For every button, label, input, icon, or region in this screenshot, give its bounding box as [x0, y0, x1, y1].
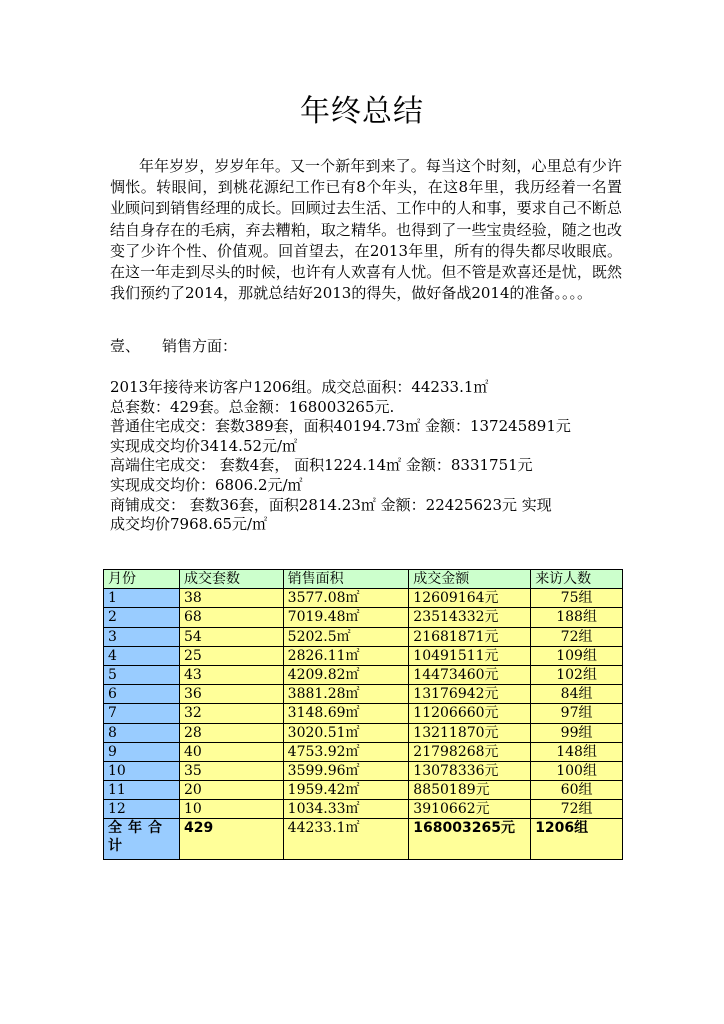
header-visitors: 来访人数: [531, 570, 623, 589]
sales-summary: [110, 378, 624, 535]
cell-units: 36: [179, 685, 283, 704]
cell-units: 32: [179, 704, 283, 723]
summary-line: 成交均价7968.65元/㎡: [110, 515, 268, 534]
cell-amount: 13211870元: [409, 723, 531, 742]
cell-visitors: 72组: [531, 627, 623, 646]
cell-area: 3599.96㎡: [283, 761, 409, 780]
cell-units: 35: [179, 761, 283, 780]
cell-month: 1: [104, 589, 180, 608]
total-units: 429: [179, 819, 283, 860]
cell-month: 2: [104, 608, 180, 627]
table-row: [104, 589, 623, 608]
section-number: 壹、: [110, 337, 141, 355]
cell-units: 38: [179, 589, 283, 608]
cell-units: 25: [179, 646, 283, 665]
cell-visitors: 60组: [531, 781, 623, 800]
cell-amount: 14473460元: [409, 665, 531, 684]
cell-amount: 23514332元: [409, 608, 531, 627]
cell-visitors: 72组: [531, 800, 623, 819]
cell-area: 3577.08㎡: [283, 589, 409, 608]
cell-area: 1959.42㎡: [283, 781, 409, 800]
table-row: [104, 742, 623, 761]
cell-visitors: 148组: [531, 742, 623, 761]
cell-amount: 3910662元: [409, 800, 531, 819]
cell-month: 6: [104, 685, 180, 704]
cell-area: 7019.48㎡: [283, 608, 409, 627]
table-row: [104, 704, 623, 723]
cell-amount: 12609164元: [409, 589, 531, 608]
total-label-text: 全年合计: [108, 820, 168, 855]
section-label: 销售方面：: [162, 337, 238, 355]
cell-units: 43: [179, 665, 283, 684]
summary-line: 实现成交均价：6806.2元/㎡: [110, 475, 303, 494]
total-visitors: 1206组: [531, 819, 623, 860]
table-header-row: [104, 570, 623, 589]
cell-month: 11: [104, 781, 180, 800]
cell-area: 3881.28㎡: [283, 685, 409, 704]
table-row: [104, 800, 623, 819]
document-title: 年终总结: [300, 94, 424, 129]
total-label: [104, 819, 180, 860]
cell-units: 28: [179, 723, 283, 742]
total-area: 44233.1㎡: [283, 819, 409, 860]
cell-visitors: 188组: [531, 608, 623, 627]
summary-line: 商铺成交： 套数36套，面积2814.23㎡ 金额：22425623元 实现: [110, 495, 552, 514]
cell-area: 4209.82㎡: [283, 665, 409, 684]
cell-visitors: 75组: [531, 589, 623, 608]
cell-month: 4: [104, 646, 180, 665]
summary-line: 总套数：429套。总金额：168003265元.: [110, 397, 395, 416]
cell-month: 10: [104, 761, 180, 780]
table-row: [104, 781, 623, 800]
cell-area: 2826.11㎡: [283, 646, 409, 665]
cell-month: 3: [104, 627, 180, 646]
cell-amount: 21681871元: [409, 627, 531, 646]
cell-amount: 8850189元: [409, 781, 531, 800]
cell-amount: 13176942元: [409, 685, 531, 704]
cell-units: 54: [179, 627, 283, 646]
cell-visitors: 109组: [531, 646, 623, 665]
table-row: [104, 761, 623, 780]
cell-amount: 10491511元: [409, 646, 531, 665]
cell-units: 40: [179, 742, 283, 761]
table-row: [104, 665, 623, 684]
cell-units: 10: [179, 800, 283, 819]
monthly-sales-table: [103, 569, 623, 860]
intro-paragraph: 年年岁岁，岁岁年年。又一个新年到来了。每当这个时刻，心里总有少许惆怅。转眼间，到桃花源纪工作已有8个年头，在这8年里，我历经着一名置业顾问到销售经理的成长。回顾过去生活、工作中的人和事，要求自己不断总结自身存在的毛病，弃去糟粕，取之精华。也得到了一些宝贵经验，随之也改变了少许个性、价值观。回首望去，在2013年里，所有的得失都尽收眼底。在这一年走到尽头的时候，也许有人欢喜有人忧。但不管是欢喜还是忧，既然我们预约了2014，那就总结好2013的得失，做好备战2014的准备。。。。: [110, 157, 622, 303]
total-amount: 168003265元: [409, 819, 531, 860]
summary-line: 普通住宅成交：套数389套，面积40194.73㎡ 金额：137245891元: [110, 417, 571, 436]
cell-amount: 11206660元: [409, 704, 531, 723]
cell-month: 12: [104, 800, 180, 819]
summary-line: 实现成交均价3414.52元/㎡: [110, 436, 298, 455]
cell-area: 3148.69㎡: [283, 704, 409, 723]
cell-month: 5: [104, 665, 180, 684]
table-total-row: [104, 819, 623, 860]
cell-units: 68: [179, 608, 283, 627]
table-row: [104, 627, 623, 646]
cell-units: 20: [179, 781, 283, 800]
cell-month: 8: [104, 723, 180, 742]
table-row: [104, 723, 623, 742]
cell-area: 4753.92㎡: [283, 742, 409, 761]
cell-area: 1034.33㎡: [283, 800, 409, 819]
cell-area: 5202.5㎡: [283, 627, 409, 646]
cell-visitors: 97组: [531, 704, 623, 723]
cell-month: 9: [104, 742, 180, 761]
cell-visitors: 99组: [531, 723, 623, 742]
header-area: 销售面积: [283, 570, 409, 589]
cell-month: 7: [104, 704, 180, 723]
table-row: [104, 646, 623, 665]
cell-amount: 21798268元: [409, 742, 531, 761]
cell-area: 3020.51㎡: [283, 723, 409, 742]
table-row: [104, 685, 623, 704]
section-heading: [110, 336, 237, 357]
header-units: 成交套数: [179, 570, 283, 589]
header-month: 月份: [104, 570, 180, 589]
cell-visitors: 100组: [531, 761, 623, 780]
table-row: [104, 608, 623, 627]
summary-line: 高端住宅成交： 套数4套， 面积1224.14㎡ 金额：8331751元: [110, 456, 533, 475]
header-amount: 成交金额: [409, 570, 531, 589]
cell-visitors: 84组: [531, 685, 623, 704]
summary-line: 2013年接待来访客户1206组。成交总面积：44233.1㎡: [110, 378, 489, 396]
cell-visitors: 102组: [531, 665, 623, 684]
cell-amount: 13078336元: [409, 761, 531, 780]
